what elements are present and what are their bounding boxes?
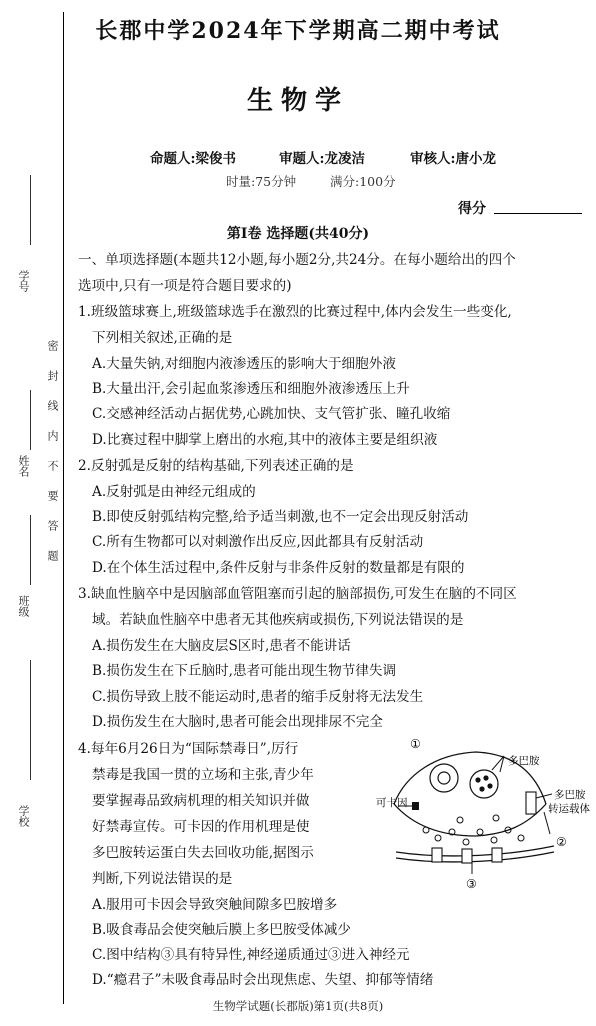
- checker: 审核人:唐小龙: [410, 151, 496, 167]
- subject-title: 生物学: [246, 86, 349, 116]
- student-id-label: 学号: [17, 270, 30, 292]
- seal-notice: 密封线内不要答题: [46, 340, 59, 580]
- reviewer: 审题人:龙凌洁: [279, 151, 365, 167]
- q2-option-c: C.所有生物都可以对刺激作出反应,因此都具有反射活动: [92, 534, 424, 550]
- figure-label-1: ①: [410, 737, 421, 751]
- q1-option-b: B.大量出汗,会引起血浆渗透压和细胞外液渗透压上升: [92, 381, 410, 397]
- part-instruction-2: 选项中,只有一项是符合题目要求的): [78, 278, 292, 294]
- q3-option-c: C.损伤导致上肢不能运动时,患者的缩手反射将无法发生: [92, 689, 424, 705]
- figure-label-dopamine: 多巴胺: [508, 755, 540, 767]
- part-instruction-1: 一、单项选择题(本题共12小题,每小题2分,共24分。在每小题给出的四个: [78, 252, 516, 268]
- figure-label-2: ②: [556, 835, 567, 849]
- q4-stem-line4: 好禁毒宣传。可卡因的作用机理是使: [92, 819, 310, 835]
- q4-stem-line2: 禁毒是我国一贯的立场和主张,青少年: [92, 767, 314, 783]
- q3-stem-line1: 3.缺血性脑卒中是因脑部血管阻塞而引起的脑部损伤,可发生在脑的不同区: [78, 586, 517, 602]
- full-score: 满分:100分: [330, 174, 396, 189]
- school-blank: [30, 660, 32, 780]
- q3-option-a: A.损伤发生在大脑皮层S区时,患者不能讲话: [92, 638, 351, 654]
- time-limit: 时量:75分钟: [226, 174, 297, 189]
- q4-option-a: A.服用可卡因会导致突触间隙多巴胺增多: [92, 897, 338, 913]
- q1-option-c: C.交感神经活动占据优势,心跳加快、支气管扩张、瞳孔收缩: [92, 406, 451, 422]
- exam-title: 长郡中学2024年下学期高二期中考试: [95, 18, 501, 44]
- q3-option-d: D.损伤发生在大脑时,患者可能会出现排尿不完全: [92, 714, 383, 730]
- q4-stem-line6: 判断,下列说法错误的是: [92, 871, 233, 887]
- q1-stem-line2: 下列相关叙述,正确的是: [92, 330, 233, 346]
- page-footer: 生物学试题(长郡版)第1页(共8页): [212, 999, 384, 1013]
- name-label: 姓名: [17, 455, 30, 477]
- q2-option-b: B.即使反射弧结构完整,给予适当刺激,也不一定会出现反射活动: [92, 509, 469, 525]
- q4-option-b: B.吸食毒品会使突触后膜上多巴胺受体减少: [92, 922, 351, 938]
- q3-stem-line2: 域。若缺血性脑卒中患者无其他疾病或损伤,下列说法错误的是: [92, 612, 464, 628]
- name-blank: [30, 390, 32, 450]
- q1-option-d: D.比赛过程中脚掌上磨出的水疱,其中的液体主要是组织液: [92, 432, 438, 448]
- q3-option-b: B.损伤发生在下丘脑时,患者可能出现生物节律失调: [92, 663, 397, 679]
- q2-option-a: A.反射弧是由神经元组成的: [92, 484, 256, 500]
- class-label: 班级: [17, 595, 30, 617]
- postsynaptic-membrane: [396, 846, 554, 856]
- seal-line: [63, 12, 64, 1004]
- figure-label-3: ③: [466, 877, 477, 891]
- q1-stem-line1: 1.班级篮球赛上,班级篮球选手在激烈的比赛过程中,体内会发生一些变化,: [78, 304, 512, 320]
- q4-stem-line5: 多巴胺转运蛋白失去回收功能,据图示: [92, 845, 314, 861]
- school-label: 学校: [17, 805, 30, 827]
- q2-stem: 2.反射弧是反射的结构基础,下列表述正确的是: [78, 458, 354, 474]
- dopamine-transporter: [526, 792, 536, 814]
- synapse-diagram: [376, 734, 590, 894]
- q4-option-c: C.图中结构③具有特异性,神经递质通过③进入神经元: [92, 947, 410, 963]
- score-blank: [494, 213, 582, 214]
- q4-option-d: D.“瘾君子”未吸食毒品时会出现焦虑、失望、抑郁等情绪: [92, 972, 434, 988]
- q1-option-a: A.大量失钠,对细胞内液渗透压的影响大于细胞外液: [92, 356, 396, 372]
- figure-label-transporter-1: 多巴胺: [554, 789, 586, 801]
- vesicle: [430, 764, 498, 798]
- score-label: 得分: [458, 201, 486, 217]
- section-title: 第Ⅰ卷 选择题(共40分): [226, 226, 370, 242]
- cocaine-molecule: [412, 802, 419, 810]
- q2-option-d: D.在个体生活过程中,条件反射与非条件反射的数量都是有限的: [92, 560, 465, 576]
- receptor: [432, 848, 502, 863]
- q4-stem-line1: 4.每年6月26日为“国际禁毒日”,厉行: [78, 741, 299, 757]
- figure-label-cocaine: 可卡因: [376, 797, 408, 809]
- figure-label-transporter-2: 转运载体: [548, 803, 590, 815]
- q4-stem-line3: 要掌握毒品致病机理的相关知识并做: [92, 793, 310, 809]
- class-blank: [30, 515, 32, 585]
- setter: 命题人:梁俊书: [150, 151, 236, 167]
